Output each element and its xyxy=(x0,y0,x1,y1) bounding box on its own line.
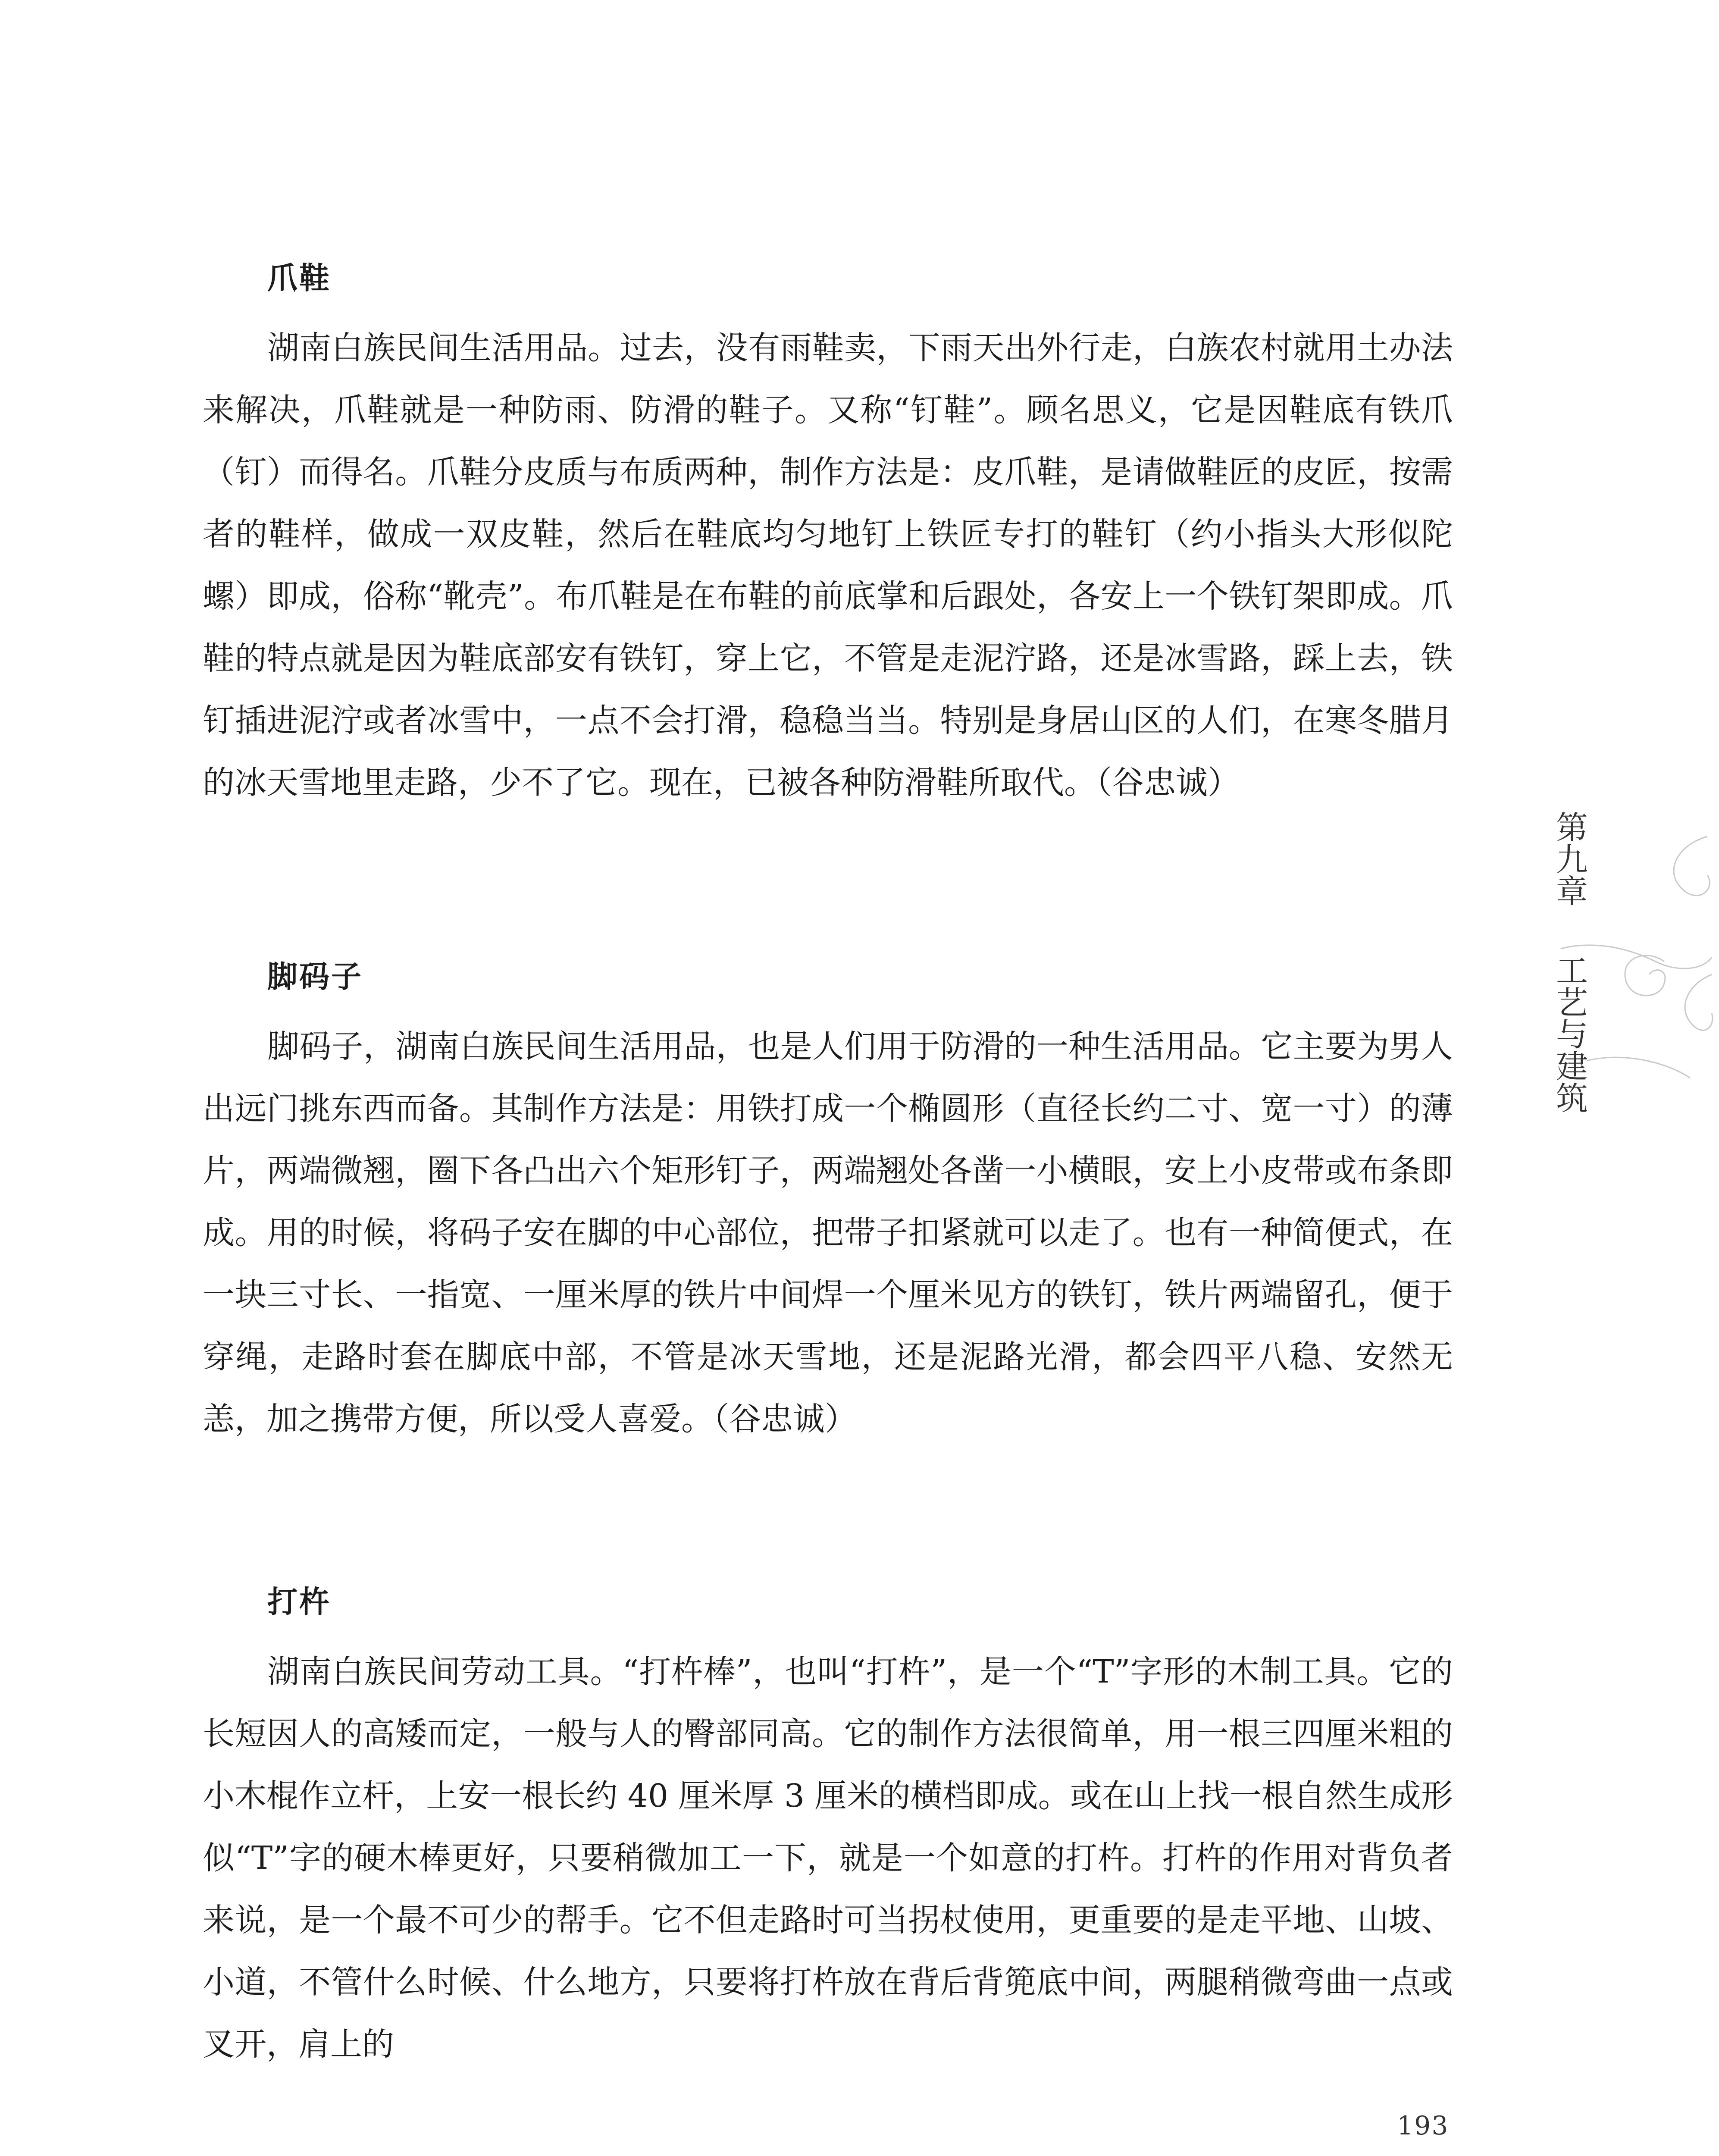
page-number: 193 xyxy=(1397,2111,1449,2141)
chapter-label xyxy=(1544,811,1595,1113)
section-body: 湖南白族民间生活用品。过去，没有雨鞋卖，下雨天出外行走，白族农村就用土办法来解决，爪鞋就是一种防雨、防滑的鞋子。又称“钉鞋”。顾名思义，它是因鞋底有铁爪（钉）而得名。爪鞋分皮质与布质两种，制作方法是：皮爪鞋，是请做鞋匠的皮匠，按需者的鞋样，做成一双皮鞋，然后在鞋底均匀地钉上铁匠专打的鞋钉（约小指头大形似陀螺）即成，俗称“靴壳”。布爪鞋是在布鞋的前底掌和后跟处，各安上一个铁钉架即成。爪鞋的特点就是因为鞋底部安有铁钉，穿上它，不管是走泥泞路，还是冰雪路，踩上去，铁钉插进泥泞或者冰雪中，一点不会打滑，稳稳当当。特别是身居山区的人们，在寒冬腊月的冰天雪地里走路，少不了它。现在，已被各种防滑鞋所取代。（谷忠诚） xyxy=(203,329,1453,801)
section-heading: 爪鞋 xyxy=(267,260,331,296)
section-heading: 打杵 xyxy=(267,1584,331,1620)
chapter-number: 第九章 xyxy=(1551,811,1588,906)
section-body: 湖南白族民间劳动工具。“打杵棒”，也叫“打杵”，是一个“T”字形的木制工具。它的长短因人的高矮而定，一般与人的臀部同高。它的制作方法很简单，用一根三四厘米粗的小木棍作立杆，上安一根长约 40 厘米厚 3 厘米的横档即成。或在山上找一根自然生成形似“T”字的硬木棒更好，只要稍微加工一下，就是一个如意的打杵。打杵的作用对背负者来说，是一个最不可少的帮手。它不但走路时可当拐杖使用，更重要的是走平地、山坡、小道，不管什么时候、什么地方，只要将打杵放在背后背篼底中间，两腿稍微弯曲一点或叉开，肩上的 xyxy=(203,1653,1453,2063)
section-heading: 脚码子 xyxy=(267,959,363,994)
section-body: 脚码子，湖南白族民间生活用品，也是人们用于防滑的一种生活用品。它主要为男人出远门挑东西而备。其制作方法是：用铁打成一个椭圆形（直径长约二寸、宽一寸）的薄片，两端微翘，圈下各凸出六个矩形钉子，两端翘处各凿一小横眼，安上小皮带或布条即成。用的时候，将码子安在脚的中心部位，把带子扣紧就可以走了。也有一种简便式，在一块三寸长、一指宽、一厘米厚的铁片中间焊一个厘米见方的铁钉，铁片两端留孔，便于穿绳，走路时套在脚底中部，不管是冰天雪地，还是泥路光滑，都会四平八稳、安然无恙，加之携带方便，所以受人喜爱。（谷忠诚） xyxy=(203,1028,1453,1438)
chapter-title: 工艺与建筑 xyxy=(1551,954,1588,1113)
